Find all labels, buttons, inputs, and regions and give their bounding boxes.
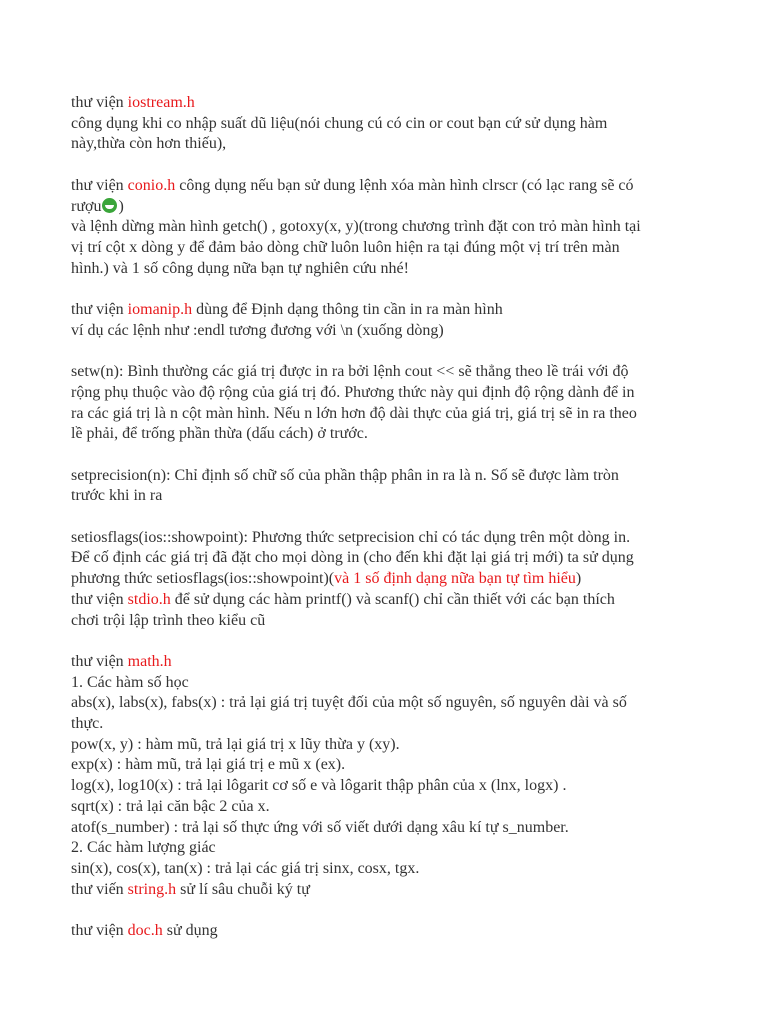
math-line-8: 2. Các hàm lượng giác bbox=[71, 839, 216, 857]
setw-desc-1: setw(n): Bình thường các giá trị được in ra bởi lệnh cout << sẽ thẳng theo lề trái với độ bbox=[71, 363, 629, 381]
setw-desc-2: rộng phụ thuộc vào độ rộng của giá trị đó. Phương thức này qui định độ rộng dành để in bbox=[71, 383, 635, 401]
conio-heading: thư viện conio.h công dụng nếu bạn sử dung lệnh xóa màn hình clrscr (có lạc rang sẽ có bbox=[71, 176, 634, 194]
math-heading: thư viện math.h bbox=[71, 652, 172, 670]
setiosflags-desc-3: phương thức setiosflags(ios::showpoint)(và 1 số định dạng nữa bạn tự tìm hiểu) bbox=[71, 570, 582, 588]
math-lib: math.h bbox=[127, 652, 172, 670]
iostream-desc-2: này,thừa còn hơn thiếu), bbox=[71, 135, 227, 153]
grin-emoji-icon bbox=[102, 198, 117, 213]
conio-desc-3: và lệnh dừng màn hình getch() , gotoxy(x, y)(trong chương trình đặt con trỏ màn hình tại bbox=[71, 218, 641, 236]
document-body bbox=[71, 93, 711, 942]
iomanip-heading: thư viện iomanip.h dùng để Định dạng thông tin cần in ra màn hình bbox=[71, 301, 503, 318]
setiosflags-note: và 1 số định dạng nữa bạn tự tìm hiểu bbox=[334, 570, 576, 588]
string-lib: string.h bbox=[127, 880, 177, 898]
stdio-lib: stdio.h bbox=[127, 590, 171, 608]
setiosflags-desc-1: setiosflags(ios::showpoint): Phương thức setprecision chỉ có tác dụng trên một dòng in. bbox=[71, 528, 631, 546]
setprecision-desc-2: trước khi in ra bbox=[71, 487, 163, 505]
iomanip-desc-2: ví dụ các lệnh như :endl tương đương với \n (xuống dòng) bbox=[71, 321, 444, 339]
setprecision-desc-1: setprecision(n): Chỉ định số chữ số của phần thập phân in ra là n. Số sẽ được làm tròn bbox=[71, 466, 619, 484]
conio-desc-4: vị trí cột x dòng y để đảm bảo dòng chữ luôn luôn hiện ra tại đúng một vị trí trên màn bbox=[71, 238, 620, 256]
conio-lib: conio.h bbox=[127, 176, 176, 194]
iostream-lib: iostream.h bbox=[127, 94, 195, 111]
iostream-desc-1: công dụng khi co nhập suất dũ liệu(nói chung cú có cin or cout bạn cứ sử dụng hàm bbox=[71, 114, 608, 132]
math-line-0: 1. Các hàm số học bbox=[71, 673, 189, 691]
math-line-1: abs(x), labs(x), fabs(x) : trả lại giá trị tuyệt đối của một số nguyên, số nguyên dài và số bbox=[71, 694, 627, 712]
setiosflags-desc-2: Để cố định các giá trị đã đặt cho mọi dòng in (cho đến khi đặt lại giá trị mới) ta sử dụng bbox=[71, 549, 634, 567]
setw-desc-4: lề phải, để trống phần thừa (dấu cách) ở trước. bbox=[71, 425, 368, 443]
string-heading: thư viến string.h sử lí sâu chuỗi ký tự bbox=[71, 880, 310, 898]
conio-desc-5: hình.) và 1 số công dụng nữa bạn tự nghiên cứu nhé! bbox=[71, 259, 409, 277]
stdio-heading: thư viện stdio.h để sử dụng các hàm printf() và scanf() chỉ cần thiết với các bạn thích bbox=[71, 590, 615, 608]
math-line-6: sqrt(x) : trả lại căn bậc 2 của x. bbox=[71, 797, 270, 815]
doc-heading: thư viện doc.h sử dụng bbox=[71, 922, 218, 940]
stdio-desc-2: chơi trội lập trình theo kiểu cũ bbox=[71, 611, 266, 629]
doc-lib: doc.h bbox=[127, 922, 163, 940]
iostream-heading: thư viện iostream.h bbox=[71, 94, 195, 111]
math-line-2: thực. bbox=[71, 715, 104, 732]
math-line-9: sin(x), cos(x), tan(x) : trả lại các giá trị sinx, cosx, tgx. bbox=[71, 859, 420, 877]
conio-desc-2: rượu ) bbox=[71, 197, 124, 215]
iomanip-lib: iomanip.h bbox=[127, 301, 193, 318]
math-line-5: log(x), log10(x) : trả lại lôgarit cơ số e và lôgarit thập phân của x (lnx, logx) . bbox=[71, 777, 567, 795]
math-line-7: atof(s_number) : trả lại số thực ứng với số viết dưới dạng xâu kí tự s_number. bbox=[71, 818, 569, 836]
math-line-4: exp(x) : hàm mũ, trả lại giá trị e mũ x (ex). bbox=[71, 756, 346, 774]
math-line-3: pow(x, y) : hàm mũ, trả lại giá trị x lũy thừa y (xy). bbox=[71, 735, 400, 753]
setw-desc-3: ra các giá trị là n cột màn hình. Nếu n lớn hơn độ dài thực của giá trị, giá trị sẽ in ra theo bbox=[71, 404, 637, 422]
